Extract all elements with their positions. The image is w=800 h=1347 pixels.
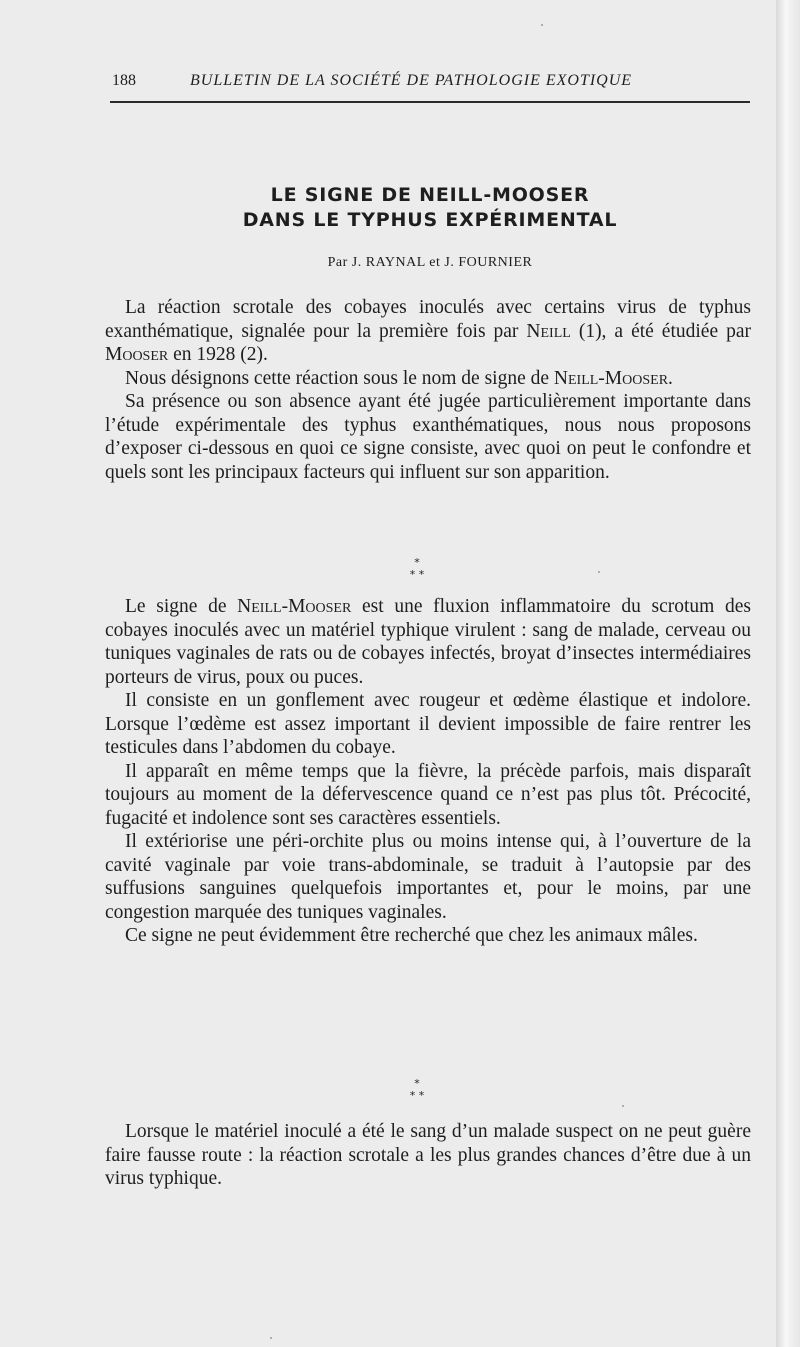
section-separator — [393, 557, 441, 581]
sign-name: Neill-Mooser — [553, 367, 669, 389]
paper-speck — [622, 1105, 624, 1107]
paper-speck — [270, 1337, 272, 1339]
paragraph: Sa présence ou son absence ayant été jugée particulièrement importante dans l’étude expérimentale des typhus exanthématiques, nous nous proposons d’exposer ci-dessous en quoi ce signe consiste, avec quoi on peut le confondre et quels sont les principaux facteurs qui influent sur son apparition. — [105, 391, 751, 483]
section-intro — [105, 296, 751, 484]
author-name-mooser: Mooser — [105, 344, 169, 365]
paragraph — [105, 296, 751, 367]
paragraph: Il apparaît en même temps que la fièvre, la précède parfois, mais disparaît toujours au moment de la défervescence quand ce n’est pas plus tôt. Précocité, fugacité et indolence sont ses caractères essentiels. — [105, 760, 751, 829]
section-diagnosis — [105, 1120, 751, 1191]
paragraph — [105, 595, 751, 689]
paragraph: Il extériorise une péri-orchite plus ou moins intense qui, à l’ouverture de la cavité vaginale par voie trans-abdominale, se traduit à l’autopsie par des suffusions sanguines quelquefois importantes et, pour le moins, par une congestion marquée des tuniques vaginales. — [105, 831, 751, 923]
page-edge — [776, 0, 800, 1347]
paragraph: Lorsque le matériel inoculé a été le sang d’un malade suspect on ne peut guère faire fausse route : la réaction scrotale a les plus grandes chances d’être due à un virus typhique. — [105, 1121, 751, 1189]
title-line-2: DANS LE TYPHUS EXPÉRIMENTAL — [242, 209, 618, 231]
running-header — [112, 68, 748, 98]
sign-name: Neill-Mooser — [237, 596, 352, 617]
article-title — [110, 183, 750, 233]
text-run: (1), a été étudiée par — [570, 320, 751, 342]
paper-speck — [541, 24, 543, 26]
header-rule — [110, 101, 750, 103]
text-run: Le signe de — [125, 596, 238, 617]
title-line-1: LE SIGNE DE NEILL-MOOSER — [270, 184, 590, 206]
paper-speck — [598, 571, 600, 573]
journal-title: BULLETIN DE LA SOCIÉTÉ DE PATHOLOGIE EXOTIQUE — [190, 72, 633, 89]
paragraph — [105, 367, 751, 391]
text-run: Nous désignons cette réaction sous le nom de signe de — [125, 367, 554, 389]
author-name-neill: Neill — [526, 320, 571, 342]
section-separator — [393, 1078, 441, 1102]
text-run: en 1928 (2). — [168, 344, 268, 365]
asterisk-top: * — [414, 1077, 420, 1090]
asterisk-bottom: * * — [409, 568, 425, 581]
text-run: . — [668, 367, 673, 389]
asterisk-bottom: * * — [409, 1089, 425, 1102]
article-byline: Par J. RAYNAL et J. FOURNIER — [327, 255, 533, 270]
paragraph: Il consiste en un gonflement avec rougeur et œdème élastique et indolore. Lorsque l’œdème est assez important il devient impossible de faire rentrer les testicules dans l’abdomen du cobaye. — [105, 690, 751, 758]
asterisk-top: * — [414, 556, 420, 569]
paragraph: Ce signe ne peut évidemment être recherché que chez les animaux mâles. — [125, 925, 698, 946]
text-run: est une fluxion inflammatoire du scrotum des cobayes inoculés avec un matériel typhique virulent : sang de malade, cerveau ou tuniques vaginales de rats ou de cobayes infectés, broyat d’insectes intermédiaires porteurs de virus, poux ou puces. — [105, 596, 751, 688]
text-run: La réaction scrotale des cobayes inoculés avec certains virus de typhus exanthématique, signalée pour la première fois par — [105, 297, 751, 342]
page-number: 188 — [112, 72, 136, 89]
section-description — [105, 595, 751, 948]
